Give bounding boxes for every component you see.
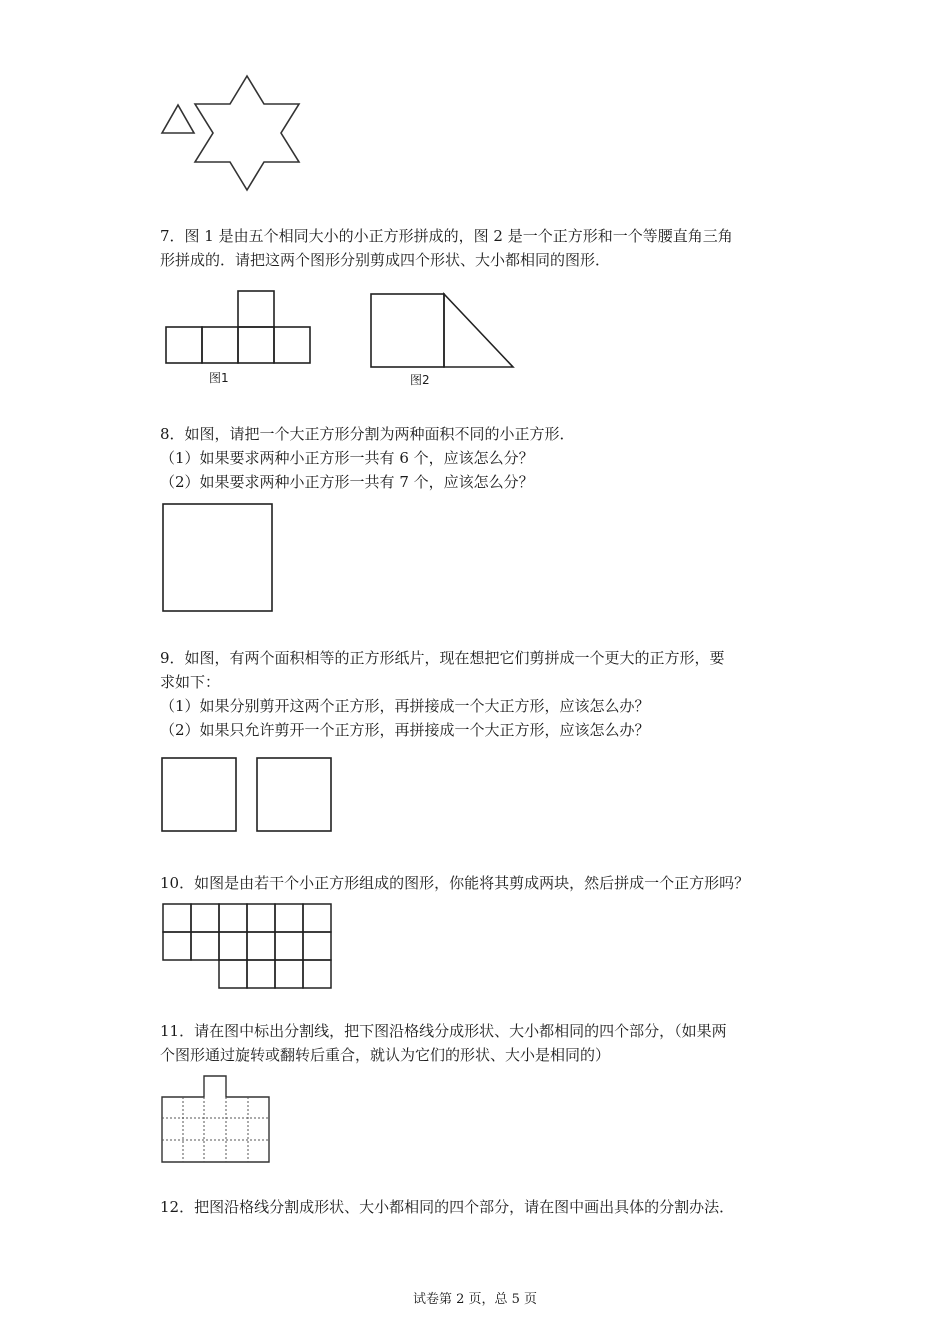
question-7 — [160, 224, 800, 272]
figure-1-five-squares — [160, 288, 320, 368]
question-10-grid-figure — [160, 902, 335, 992]
question-11-dotted-grid — [160, 1073, 275, 1168]
question-8 — [160, 422, 800, 494]
question-8-part2: （2）如果要求两种小正方形一共有 7 个，应该怎么分？ — [160, 473, 534, 491]
question-8-stem: 8．如图，请把一个大正方形分割为两种面积不同的小正方形． — [160, 425, 575, 443]
triangle-and-star-figure — [150, 70, 320, 200]
page-footer: 试卷第 2 页，总 5 页 — [412, 1292, 538, 1307]
figure-1-label: 图1 — [209, 371, 229, 385]
question-9 — [160, 646, 800, 742]
figure-2-label: 图2 — [410, 373, 430, 387]
question-8-part1: （1）如果要求两种小正方形一共有 6 个，应该怎么分？ — [160, 449, 534, 467]
question-12-stem: 12．把图沿格线分割成形状、大小都相同的四个部分，请在图中画出具体的分割办法． — [160, 1198, 735, 1216]
question-9-stem-line2: 求如下： — [160, 673, 221, 691]
question-9-part2: （2）如果只允许剪开一个正方形，再拼接成一个大正方形，应该怎么办？ — [160, 721, 650, 739]
question-7-line1: 7．图 1 是由五个相同大小的小正方形拼成的，图 2 是一个正方形和一个等腰直角三角 — [160, 227, 733, 245]
small-triangle — [162, 105, 194, 133]
question-7-line2: 形拼成的．请把这两个图形分别剪成四个形状、大小都相同的图形． — [160, 251, 611, 269]
question-11 — [160, 1019, 800, 1067]
question-12 — [160, 1195, 800, 1219]
question-10 — [160, 871, 800, 895]
question-9-part1: （1）如果分别剪开这两个正方形，再拼接成一个大正方形，应该怎么办？ — [160, 697, 650, 715]
figure-2-square-and-triangle — [365, 288, 525, 368]
question-9-stem-line1: 9．如图，有两个面积相等的正方形纸片，现在想把它们剪拼成一个更大的正方形，要 — [160, 649, 725, 667]
question-8-big-square — [160, 500, 280, 615]
question-11-stem-line1: 11．请在图中标出分割线，把下图沿格线分成形状、大小都相同的四个部分，（如果两 — [160, 1022, 727, 1040]
six-pointed-star — [195, 76, 299, 190]
question-9-two-squares — [160, 755, 340, 835]
question-10-stem: 10．如图是由若干个小正方形组成的图形，你能将其剪成两块，然后拼成一个正方形吗？ — [160, 874, 750, 892]
question-11-stem-line2: 个图形通过旋转或翻转后重合，就认为它们的形状、大小是相同的） — [160, 1046, 611, 1064]
